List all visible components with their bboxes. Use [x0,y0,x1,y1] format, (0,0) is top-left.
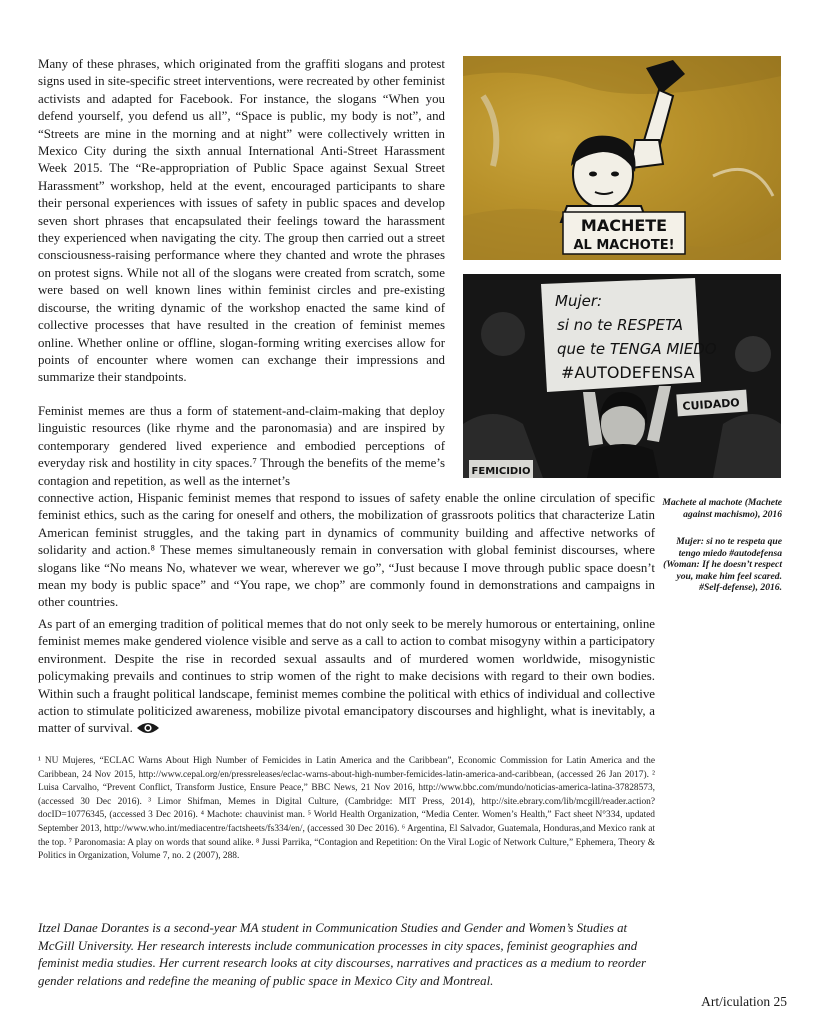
photo2-sign-line2: si no te RESPETA [557,316,684,334]
photo2-sign-line1: Mujer: [555,292,603,310]
photo-protest-sign [463,274,781,478]
photo1-sign-line1: MACHETE [580,216,668,235]
eye-icon [136,721,160,735]
photo1-sign-line2: AL MACHOTE! [573,238,675,253]
article-paragraph-3-text: As part of an emerging tradition of political memes that do not only seek to be merely humorous or entertaining, online feminist memes make gendered violence visible and serve as a call to action to combat misogyny within a participatory environment. Despite the rise in recorded sexual assaults and of murdered women worldwide, misogynistic policymaking prevails and continues to strip women of the right to make decisions with regard to their own bodies. Within such a fraught political landscape, feminist memes combine the political with ethics of individual and collective action to stimulate politicized awareness, mobilize pivotal emancipatory discourses and highlight, what is inevitably, a matter of survival. [38,617,655,736]
photo2-banner: CUIDADO [682,396,741,414]
article-paragraph-3 [38,616,655,738]
protest-photo-illustration [463,274,781,478]
caption-machete: Machete al machote (Machete against machismo), 2016 [662,497,782,520]
page-footer: Art/iculation 25 [701,994,787,1009]
footnotes: ¹ NU Mujeres, “ECLAC Warns About High Number of Femicides in Latin America and the Caribbean”, Economic Commission for Latin America and the Caribbean, 24 Nov 2015, http://www.cepal.org/en/pressreleases/eclac-warns-about-high-number-femicides-latin-america-and-caribbean, (accessed 26 Jan 2017). ² Luisa Carvalho, “Prevent Conflict, Transform Justice, Ensure Peace,” BBC News, 21 Nov 2016, http://www.bbc.com/mundo/noticias-america-latina-37828573, (accessed 30 Dec 2016). ³ Limor Shifman, Memes in Digital Culture, (Cambridge: MIT Press, 2014), http://site.ebrary.com/lib/mcgill/reader.action?docID=10776345, (accessed 3 Dec 2016). ⁴ Machote: chauvinist man. ⁵ World Health Organization, “Media Center. Women’s Health,” Fact sheet N°334, updated September 2013, http://www.who.int/mediacentre/factsheets/fs334/en/, (accessed 30 Dec 2016). ⁶ Argentina, El Salvador, Guatemala, Honduras,and Mexico rank at the top. ⁷ Paronomasia: A play on words that sound alike. ⁸ Jussi Parrika, “Contagion and Repetition: On the Viral Logic of Network Culture,” Ephemera, Theory & Politics in Organization, Volume 7, no. 2 (2007), 288. [38,756,655,862]
article-paragraph-2 [38,403,445,490]
photo2-sign-line4: #AUTODEFENSA [561,363,695,382]
photo-machete-poster [463,56,781,260]
caption-protest: Mujer: si no te respeta que tengo miedo #autodefensa (Woman: If he doesn’t respect you, make him feel scared. #Self-defense), 2016. [663,536,782,593]
author-bio: Itzel Danae Dorantes is a second-year MA student in Communication Studies and Gender and Women’s Studies at McGill University. Her research interests include communication processes in city spaces, feminist geographies and feminist media studies. Her current research looks at city discourses, narratives and practices as a medium to reorder gender relations and redefine the meaning of public space in Mexico City and Montreal. [38,921,647,988]
photo2-sign-line3: que te TENGA MIEDO [557,340,717,358]
article-paragraph-2-start: Feminist memes are thus a form of statement-and-claim-making that deploy linguistic resources (like rhyme and the paronomasia) and are inspired by contemporary gendered lived experience and embodied perceptions of everyday risk and hostility in city spaces.⁷ Through the benefits of the meme’s contagion and repetition, as well as the internet’s [38,404,445,488]
photo2-banner2: FEMICIDIO [471,466,531,477]
machete-poster-illustration [463,56,781,260]
article-paragraph-1: Many of these phrases, which originated from the graffiti slogans and protest signs used in site-specific street interventions, were recreated by other feminist activists and adapted for Facebook. For instance, the slogans “When you defend yourself, you defend us all”, “Space is public, my body is not”, and “Streets are mine in the morning and at night” were collectively written in Mexico City during the sixth annual International Anti-Street Harassment Week 2015. The “Re-appropriation of Public Space against Sexual Street Harassment” workshop, held at the event, encouraged participants to share their personal experiences with issues of safety in public spaces and develop seven short phrases that encapsulated their feelings toward the harassment they experienced when navigating the city. The group then carried out a street consciousness-raising performance where they chanted and wrote the phrases on protest signs. While not all of the slogans were created from scratch, some were based on well known lines within feminist circles and pre-existing discourse, the writing dynamic of the workshop enacted the same kind of collective processes that have resulted in the creation of feminist memes online. Whether online or offline, slogan-forming writing exercises allow for points of encounter where women can exchange their impressions and summarize their standpoints. [38,57,445,385]
article-paragraph-2-continued: connective action, Hispanic feminist memes that respond to issues of safety enable the online circulation of specific feminist ethics, such as the caring for oneself and others, the mobilization of grassroots politics that characterize Latin American feminist struggles, and the taking part in dynamics of community building and affective networks of solidarity and action.⁸ These memes simultaneously remain in conversation with global feminist discourses, where slogans like “No means No, whatever we wear, wherever we go”, “Just because I move through public space doesn’t mean my body is public space” and “You rape, we chop” are commonly found in demonstrations and campaigns in other countries. [38,491,655,610]
